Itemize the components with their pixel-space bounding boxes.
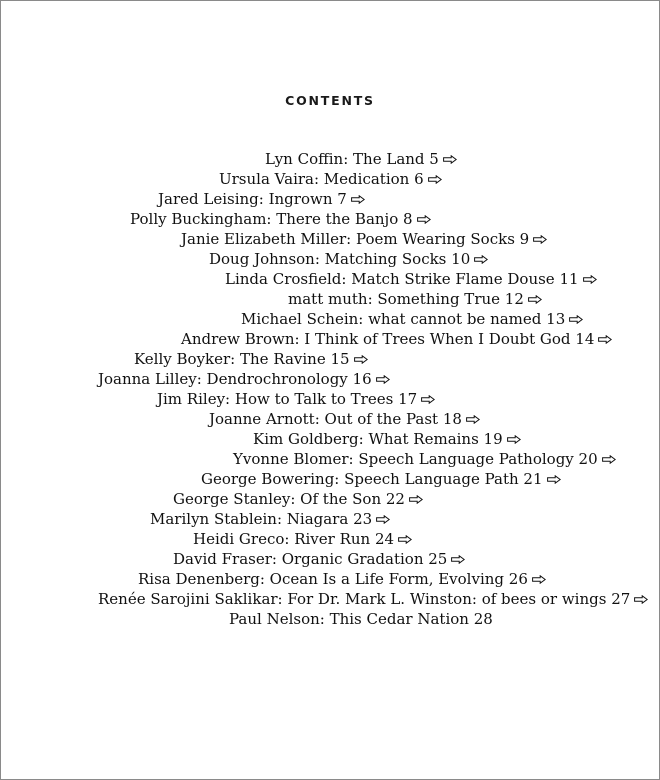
toc-entry — [181, 329, 612, 349]
toc-entry-text: Doug Johnson: Matching Socks 10 — [209, 250, 471, 268]
toc-entry — [98, 369, 390, 389]
right-arrow-icon — [451, 549, 465, 558]
contents-title: CONTENTS — [285, 93, 375, 108]
right-arrow-icon — [421, 389, 435, 398]
toc-entry — [209, 249, 488, 269]
right-arrow-icon — [398, 529, 412, 538]
toc-entry — [201, 469, 561, 489]
toc-entry-text: matt muth: Something True 12 — [288, 290, 524, 308]
toc-entry-text: Linda Crosfield: Match Strike Flame Douse 11 — [225, 270, 579, 288]
toc-entry-text: David Fraser: Organic Gradation 25 — [173, 550, 448, 568]
right-arrow-icon — [602, 449, 616, 458]
toc-entry — [253, 429, 521, 449]
toc-entry-text: Polly Buckingham: There the Banjo 8 — [130, 210, 413, 228]
toc-entry-text: Andrew Brown: I Think of Trees When I Doubt God 14 — [181, 330, 595, 348]
right-arrow-icon — [569, 309, 583, 318]
toc-entry-text: Marilyn Stablein: Niagara 23 — [150, 510, 373, 528]
right-arrow-icon — [528, 289, 542, 298]
toc-entry-text: Kim Goldberg: What Remains 19 — [253, 430, 503, 448]
toc-entry-text: Yvonne Blomer: Speech Language Pathology 20 — [233, 450, 598, 468]
toc-entry-text: Risa Denenberg: Ocean Is a Life Form, Evolving 26 — [138, 570, 528, 588]
toc-entry-text: Jim Riley: How to Talk to Trees 17 — [157, 390, 418, 408]
right-arrow-icon — [417, 209, 431, 218]
toc-entry — [173, 549, 465, 569]
right-arrow-icon — [598, 329, 612, 338]
right-arrow-icon — [466, 409, 480, 418]
toc-entry — [134, 349, 368, 369]
toc-entry-text: Janie Elizabeth Miller: Poem Wearing Socks 9 — [181, 230, 530, 248]
toc-entry-text: George Stanley: Of the Son 22 — [173, 490, 405, 508]
right-arrow-icon — [474, 249, 488, 258]
toc-entry-text: Paul Nelson: This Cedar Nation 28 — [229, 610, 493, 628]
right-arrow-icon — [409, 489, 423, 498]
right-arrow-icon — [547, 469, 561, 478]
toc-entry-text: Lyn Coffin: The Land 5 — [265, 150, 439, 168]
right-arrow-icon — [532, 569, 546, 578]
right-arrow-icon — [507, 429, 521, 438]
right-arrow-icon — [583, 269, 597, 278]
toc-entry-text: Michael Schein: what cannot be named 13 — [241, 310, 566, 328]
right-arrow-icon — [533, 229, 547, 238]
toc-entry — [157, 389, 435, 409]
toc-entry-text: Jared Leising: Ingrown 7 — [158, 190, 347, 208]
right-arrow-icon — [351, 189, 365, 198]
right-arrow-icon — [634, 589, 648, 598]
right-arrow-icon — [428, 169, 442, 178]
right-arrow-icon — [376, 369, 390, 378]
right-arrow-icon — [443, 149, 457, 158]
toc-entry-text: Joanne Arnott: Out of the Past 18 — [209, 410, 462, 428]
toc-entry-text: Joanna Lilley: Dendrochronology 16 — [98, 370, 372, 388]
toc-entry — [193, 529, 412, 549]
toc-entry — [158, 189, 365, 209]
toc-entry — [138, 569, 546, 589]
toc-entry-text: Kelly Boyker: The Ravine 15 — [134, 350, 350, 368]
toc-entry — [130, 209, 431, 229]
toc-entry — [229, 609, 493, 629]
toc-entry — [225, 269, 597, 289]
toc-entry — [173, 489, 423, 509]
right-arrow-icon — [354, 349, 368, 358]
toc-entry — [98, 589, 648, 609]
toc-entry — [219, 169, 442, 189]
toc-entry — [150, 509, 390, 529]
toc-entry — [288, 289, 542, 309]
toc-entry-text: Heidi Greco: River Run 24 — [193, 530, 395, 548]
right-arrow-icon — [376, 509, 390, 518]
toc-entry — [181, 229, 547, 249]
toc-entry — [241, 309, 583, 329]
toc-entry-text: Ursula Vaira: Medication 6 — [219, 170, 424, 188]
toc-entry-text: George Bowering: Speech Language Path 21 — [201, 470, 543, 488]
toc-entry — [209, 409, 480, 429]
toc-entry — [233, 449, 616, 469]
toc-entry-text: Renée Sarojini Saklikar: For Dr. Mark L. Winston: of bees or wings 27 — [98, 590, 631, 608]
toc-entry — [265, 149, 457, 169]
